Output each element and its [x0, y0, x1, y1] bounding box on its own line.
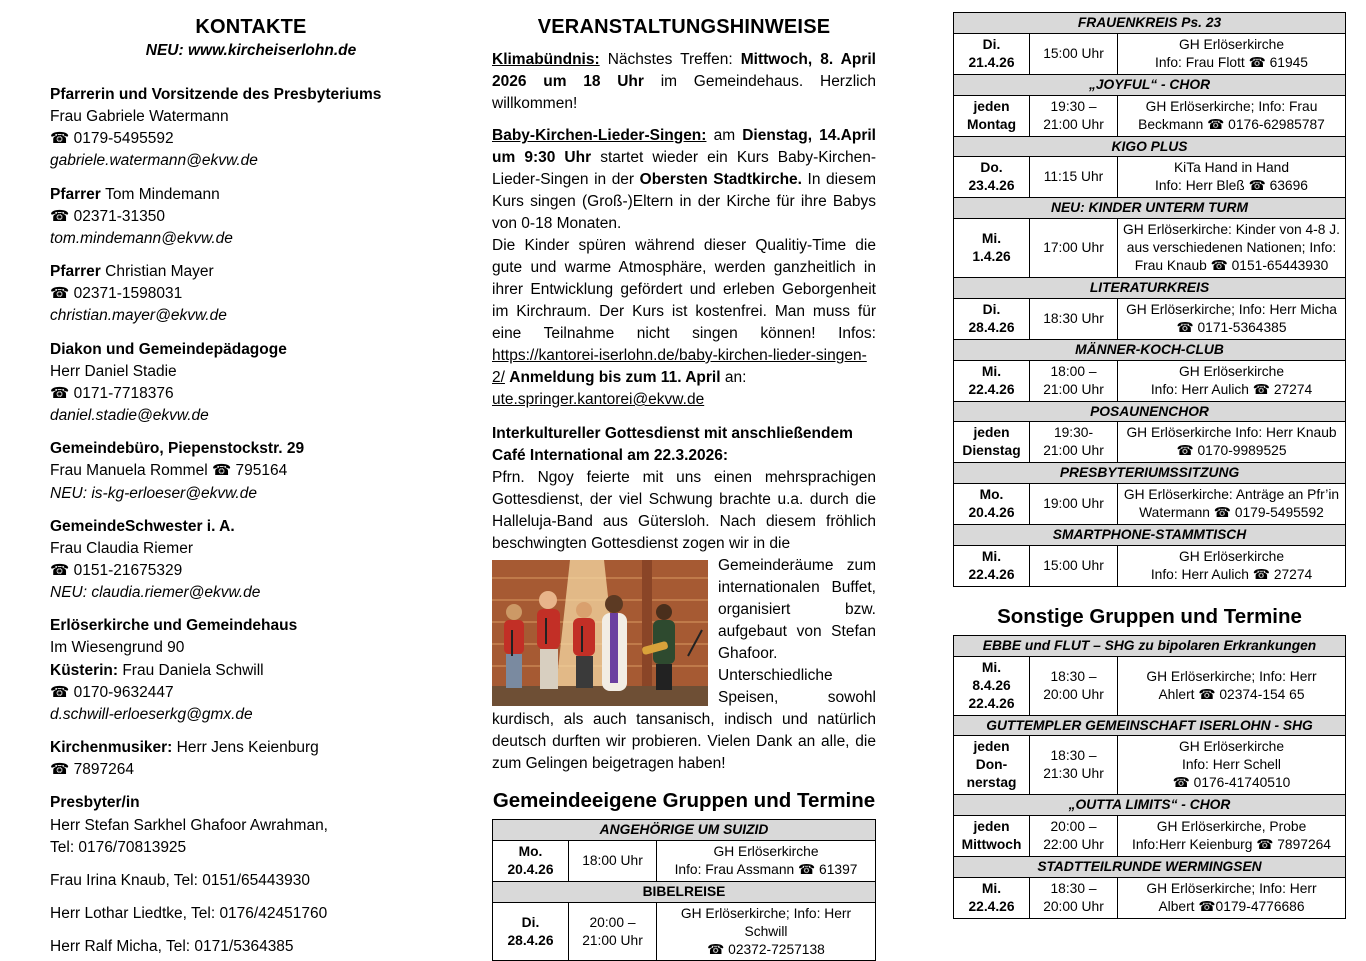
section-title: KIGO PLUS — [954, 136, 1346, 157]
contact-line — [50, 936, 452, 958]
other-groups-table — [953, 635, 1346, 919]
section-header-row — [954, 13, 1346, 34]
text-run: ☎ 0151-21675329 — [50, 561, 183, 579]
contact-line — [50, 106, 452, 128]
section-title: BIBELREISE — [493, 881, 876, 902]
section-title: NEU: KINDER UNTERM TURM — [954, 198, 1346, 219]
text-run: Pfarrer — [50, 185, 106, 203]
text-run: Tel: 0176/70813925 — [50, 838, 187, 856]
time-cell: 20:00 – 21:00 Uhr — [569, 902, 657, 961]
text-run: Frau Gabriele Watermann — [50, 108, 229, 126]
contact-line — [50, 538, 452, 560]
info-cell: GH Erlöserkirche Info: Herr Aulich ☎ 27274 — [1118, 360, 1346, 401]
schedule-row — [954, 656, 1346, 715]
event-paragraph — [492, 49, 876, 115]
section-title: ANGEHÖRIGE UM SUIZID — [493, 820, 876, 841]
info-cell: GH Erlöserkirche: Anträge an Pfr’in Watermann ☎ 0179-5495592 — [1118, 484, 1346, 525]
info-cell: GH Erlöserkirche: Kinder von 4-8 J. aus verschiedenen Nationen; Info: Frau Knaub ☎ 0151-65443930 — [1118, 219, 1346, 278]
contact-line — [50, 870, 452, 892]
text-run: Frau Manuela Rommel ☎ 795164 — [50, 462, 288, 480]
info-cell: GH Erlöserkirche Info: Frau Flott ☎ 61945 — [1118, 33, 1346, 74]
schedule-row — [954, 877, 1346, 918]
info-cell: KiTa Hand in Hand Info: Herr Bleß ☎ 63696 — [1118, 157, 1346, 198]
text-run: Frau Irina Knaub, Tel: 0151/65443930 — [50, 871, 310, 889]
event-heading — [492, 423, 876, 467]
text-run: Erlöserkirche und Gemeindehaus — [50, 617, 298, 635]
text-run: im Gemeindehaus. Herzlich willkommen! — [492, 73, 876, 112]
link-text[interactable]: NEU: is-kg-erloeser@ekvw.de — [50, 484, 257, 502]
event-paragraph — [492, 555, 876, 775]
text-run: startet wieder ein Kurs Baby-Kirchen-Lieder-Singen in der — [492, 149, 876, 188]
time-cell: 15:00 Uhr — [1030, 545, 1118, 586]
schedule-row — [954, 298, 1346, 339]
contact-line — [50, 305, 452, 327]
schedule-row — [954, 484, 1346, 525]
time-cell: 17:00 Uhr — [1030, 219, 1118, 278]
schedule-row — [954, 219, 1346, 278]
time-cell: 19:30 – 21:00 Uhr — [1030, 95, 1118, 136]
schedule-row — [954, 545, 1346, 586]
text-run: Gemeinderäume zum internationalen Buffet, organisiert bzw. aufgebaut von Stefan Ghafoor. Unterschiedliche Speisen, sowohl kurdisch, als auch tansanisch, indisch und natürlich deutsch durften wir probieren. Vielen Dank an alle, die zum Gelingen beigetragen haben! — [492, 557, 876, 772]
date-cell: jeden Don- nerstag — [954, 736, 1030, 795]
contacts-title: KONTAKTE — [195, 16, 307, 38]
text-run: In diesem Kurs singen (Groß-)Eltern in der Kirche für ihre Babys von 0-18 Monaten. — [492, 171, 876, 232]
contact-line — [50, 84, 452, 106]
section-header-row — [954, 795, 1346, 816]
text-run: Herr Lothar Liedtke, Tel: 0176/42451760 — [50, 905, 328, 922]
link-text[interactable]: NEU: claudia.riemer@ekvw.de — [50, 584, 261, 602]
section-title: LITERATURKREIS — [954, 277, 1346, 298]
schedule-row — [954, 33, 1346, 74]
contact-block — [50, 792, 452, 858]
text-run: Pfarrerin und Vorsitzende des Presbyteriums — [50, 86, 382, 103]
link-text[interactable]: daniel.stadie@ekvw.de — [50, 407, 209, 425]
contact-line — [50, 228, 452, 250]
text-run: Kirchenmusiker: — [50, 739, 177, 757]
text-run: ☎ 7897264 — [50, 761, 134, 779]
parish-groups-heading: Gemeindeeigene Gruppen und Termine — [492, 789, 876, 812]
section-title: POSAUNENCHOR — [954, 401, 1346, 422]
section-header-row — [954, 74, 1346, 95]
text-run: ☎ 02371-31350 — [50, 207, 165, 225]
contact-line — [50, 438, 452, 460]
text-run: ☎ 0179-5495592 — [50, 130, 174, 148]
info-cell: GH Erlöserkirche; Info: Herr Albert ☎0179-4776686 — [1118, 877, 1346, 918]
contact-block — [50, 438, 452, 504]
section-title: GUTTEMPLER GEMEINSCHAFT ISERLOHN - SHG — [954, 715, 1346, 736]
date-cell: Do. 23.4.26 — [954, 157, 1030, 198]
groups-table-wrap — [953, 12, 1346, 587]
link-text[interactable]: https://kantorei-iserlohn.de/baby-kirchen-lieder-singen-2/ — [492, 347, 867, 386]
contact-line — [50, 283, 452, 305]
section-title: FRAUENKREIS Ps. 23 — [954, 13, 1346, 34]
section-header-row — [954, 525, 1346, 546]
text-run: ☎ 02371-1598031 — [50, 285, 183, 303]
date-cell: Mi. 22.4.26 — [954, 545, 1030, 586]
events-title: VERANSTALTUNGSHINWEISE — [537, 16, 831, 38]
time-cell: 15:00 Uhr — [1030, 33, 1118, 74]
contact-line — [50, 261, 452, 283]
groups-schedule-table — [953, 12, 1346, 587]
section-header-row — [493, 820, 876, 841]
date-cell: Di. 28.4.26 — [493, 902, 569, 961]
section-title: MÄNNER-KOCH-CLUB — [954, 339, 1346, 360]
contact-line — [50, 128, 452, 150]
text-run: Nächstes Treffen: — [599, 51, 741, 68]
text-run: Dienstag, 14.April um 9:30 Uhr — [492, 127, 876, 166]
link-text[interactable]: ute.springer.kantorei@ekvw.de — [492, 391, 705, 408]
text-run: Anmeldung bis zum 11. April — [509, 369, 721, 386]
date-cell: Di. 21.4.26 — [954, 33, 1030, 74]
contact-line — [50, 903, 452, 925]
text-run: Frau Claudia Riemer — [50, 539, 193, 557]
contact-line — [50, 582, 452, 604]
time-cell: 19:30- 21:00 Uhr — [1030, 422, 1118, 463]
time-cell: 18:30 – 21:30 Uhr — [1030, 736, 1118, 795]
contact-list — [50, 84, 452, 958]
parish-groups-table — [492, 819, 876, 961]
text-run: ☎ 0170-9632447 — [50, 683, 174, 701]
contacts-column — [50, 16, 452, 958]
schedule-row — [954, 95, 1346, 136]
contact-line — [50, 637, 452, 659]
date-cell: Di. 28.4.26 — [954, 298, 1030, 339]
date-cell: jeden Mittwoch — [954, 816, 1030, 857]
info-cell: GH Erlöserkirche Info: Frau Assmann ☎ 61397 — [657, 840, 876, 881]
info-cell: GH Erlöserkirche; Info: Herr Micha ☎ 0171-5364385 — [1118, 298, 1346, 339]
info-cell: GH Erlöserkirche Info: Herr Knaub ☎ 0170-9989525 — [1118, 422, 1346, 463]
contact-line — [50, 483, 452, 505]
contact-block — [50, 903, 452, 925]
date-cell: Mi. 8.4.26 22.4.26 — [954, 656, 1030, 715]
section-header-row — [954, 715, 1346, 736]
text-run: Obersten Stadtkirche. — [639, 171, 802, 188]
contact-line — [50, 737, 452, 759]
info-cell: GH Erlöserkirche Info: Herr Aulich ☎ 27274 — [1118, 545, 1346, 586]
text-run: ☎ 0171-7718376 — [50, 384, 174, 402]
contact-line — [50, 837, 452, 859]
date-cell: Mo. 20.4.26 — [954, 484, 1030, 525]
section-header-row — [954, 856, 1346, 877]
contact-line — [50, 184, 452, 206]
contact-line — [50, 516, 452, 538]
section-header-row — [954, 198, 1346, 219]
text-run: Tom Mindemann — [105, 185, 220, 203]
contacts-website[interactable]: NEU: www.kircheiserlohn.de — [145, 42, 357, 59]
text-run: am — [706, 127, 743, 144]
date-cell: Mi. 22.4.26 — [954, 877, 1030, 918]
info-cell: GH Erlöserkirche, Probe Info:Herr Keienburg ☎ 7897264 — [1118, 816, 1346, 857]
contact-block — [50, 184, 452, 250]
link-text[interactable]: d.schwill-erloeserkg@gmx.de — [50, 705, 253, 723]
link-text[interactable]: tom.mindemann@ekvw.de — [50, 229, 233, 247]
text-run: Küsterin: — [50, 661, 123, 679]
section-header-row — [954, 463, 1346, 484]
contact-block — [50, 615, 452, 726]
time-cell: 18:00 Uhr — [569, 840, 657, 881]
text-run: Gemeindebüro, Piepenstockstr. 29 — [50, 440, 305, 458]
time-cell: 19:00 Uhr — [1030, 484, 1118, 525]
contact-line — [50, 660, 452, 682]
other-groups-heading: Sonstige Gruppen und Termine — [997, 604, 1302, 628]
events-column — [492, 16, 876, 961]
date-cell: Mo. 20.4.26 — [493, 840, 569, 881]
contact-line — [50, 815, 452, 837]
contact-line — [50, 405, 452, 427]
text-run: Im Wiesengrund 90 — [50, 639, 185, 657]
time-cell: 18:30 Uhr — [1030, 298, 1118, 339]
intercultural-service-photo — [492, 560, 708, 706]
text-run: Herr Jens Keienburg — [176, 739, 319, 757]
event-paragraph — [492, 125, 876, 411]
info-cell: GH Erlöserkirche; Info: Frau Beckmann ☎ 0176-62985787 — [1118, 95, 1346, 136]
link-text[interactable]: gabriele.watermann@ekvw.de — [50, 152, 258, 170]
other-groups-table-wrap — [953, 635, 1346, 919]
date-cell: jeden Montag — [954, 95, 1030, 136]
text-run: Herr Daniel Stadie — [50, 362, 177, 380]
text-run: Die Kinder spüren während dieser Qualitiy-Time die gute und warme Atmosphäre, werden ganzheitlich in ihrer Entwicklung gefördert und erleben Geborgenheit im Kirchraum. Der Kurs ist kostenfrei. Man muss für eine Teilnahme nicht singen können! Infos: — [492, 237, 876, 342]
schedule-row — [954, 360, 1346, 401]
section-header-row — [954, 277, 1346, 298]
info-cell: GH Erlöserkirche; Info: Herr Schwill ☎ 02372-7257138 — [657, 902, 876, 961]
time-cell: 18:30 – 20:00 Uhr — [1030, 877, 1118, 918]
date-cell: Mi. 22.4.26 — [954, 360, 1030, 401]
time-cell: 20:00 – 22:00 Uhr — [1030, 816, 1118, 857]
time-cell: 18:00 – 21:00 Uhr — [1030, 360, 1118, 401]
contact-line — [50, 206, 452, 228]
event-paragraph — [492, 467, 876, 555]
section-title: EBBE und FLUT – SHG zu bipolaren Erkrankungen — [954, 635, 1346, 656]
schedule-row — [493, 902, 876, 961]
text-run: Mittwoch, 8. April 2026 um 18 Uhr — [492, 51, 876, 90]
section-header-row — [954, 401, 1346, 422]
time-cell: 11:15 Uhr — [1030, 157, 1118, 198]
contact-line — [50, 615, 452, 637]
contact-line — [50, 682, 452, 704]
parish-groups-table-wrap — [492, 819, 876, 961]
section-header-row — [954, 136, 1346, 157]
contact-block — [50, 870, 452, 892]
contact-block — [50, 261, 452, 327]
section-title: „JOYFUL“ - CHOR — [954, 74, 1346, 95]
contact-line — [50, 383, 452, 405]
text-run: Baby-Kirchen-Lieder-Singen: — [492, 127, 707, 144]
date-cell: Mi. 1.4.26 — [954, 219, 1030, 278]
text-run: Pfarrer — [50, 263, 106, 281]
section-header-row — [954, 339, 1346, 360]
text-run: Interkultureller Gottesdienst mit anschließendem Café International am 22.3.2026: — [492, 425, 853, 464]
contact-block — [50, 84, 452, 173]
text-run: Presbyter/in — [50, 794, 140, 812]
contact-block — [50, 936, 452, 958]
info-cell: GH Erlöserkirche; Info: Herr Ahlert ☎ 02374-154 65 — [1118, 656, 1346, 715]
contact-line — [50, 361, 452, 383]
contact-block — [50, 737, 452, 781]
text-run: GemeindeSchwester i. A. — [50, 517, 235, 535]
text-run: Herr Stefan Sarkhel Ghafoor Awrahman, — [50, 816, 328, 834]
time-cell: 18:30 – 20:00 Uhr — [1030, 656, 1118, 715]
contact-line — [50, 792, 452, 814]
schedule-row — [954, 736, 1346, 795]
schedule-row — [954, 816, 1346, 857]
contact-line — [50, 339, 452, 361]
contact-line — [50, 460, 452, 482]
text-run: Diakon und Gemeindepädagoge — [50, 340, 287, 358]
text-run: Frau Daniela Schwill — [122, 661, 264, 679]
schedule-row — [954, 157, 1346, 198]
schedule-row — [954, 422, 1346, 463]
section-title: „OUTTA LIMITS“ - CHOR — [954, 795, 1346, 816]
section-title: SMARTPHONE-STAMMTISCH — [954, 525, 1346, 546]
section-title: PRESBYTERIUMSSITZUNG — [954, 463, 1346, 484]
text-run: Pfrn. Ngoy feierte mit uns einen mehrsprachigen Gottesdienst, der viel Schwung brachte u.a. durch die Halleluja-Band aus Gütersloh. Nach diesem fröhlich beschwingten Gottesdienst zogen wir in die — [492, 469, 876, 552]
schedule-row — [493, 840, 876, 881]
contact-block — [50, 516, 452, 605]
contact-line — [50, 560, 452, 582]
info-cell: GH Erlöserkirche Info: Herr Schell ☎ 0176-41740510 — [1118, 736, 1346, 795]
text-run: Klimabündnis: — [492, 51, 600, 68]
schedule-column — [953, 12, 1346, 919]
date-cell: jeden Dienstag — [954, 422, 1030, 463]
text-run: Herr Ralf Micha, Tel: 0171/5364385 — [50, 938, 294, 956]
section-title: STADTTEILRUNDE WERMINGSEN — [954, 856, 1346, 877]
contact-line — [50, 759, 452, 781]
link-text[interactable]: christian.mayer@ekvw.de — [50, 307, 227, 325]
contact-line — [50, 150, 452, 172]
events-body — [492, 49, 876, 775]
text-run: Christian Mayer — [105, 263, 214, 281]
contact-line — [50, 704, 452, 726]
contact-block — [50, 339, 452, 428]
section-header-row — [954, 635, 1346, 656]
text-run: an: — [720, 369, 747, 386]
section-header-row — [493, 881, 876, 902]
